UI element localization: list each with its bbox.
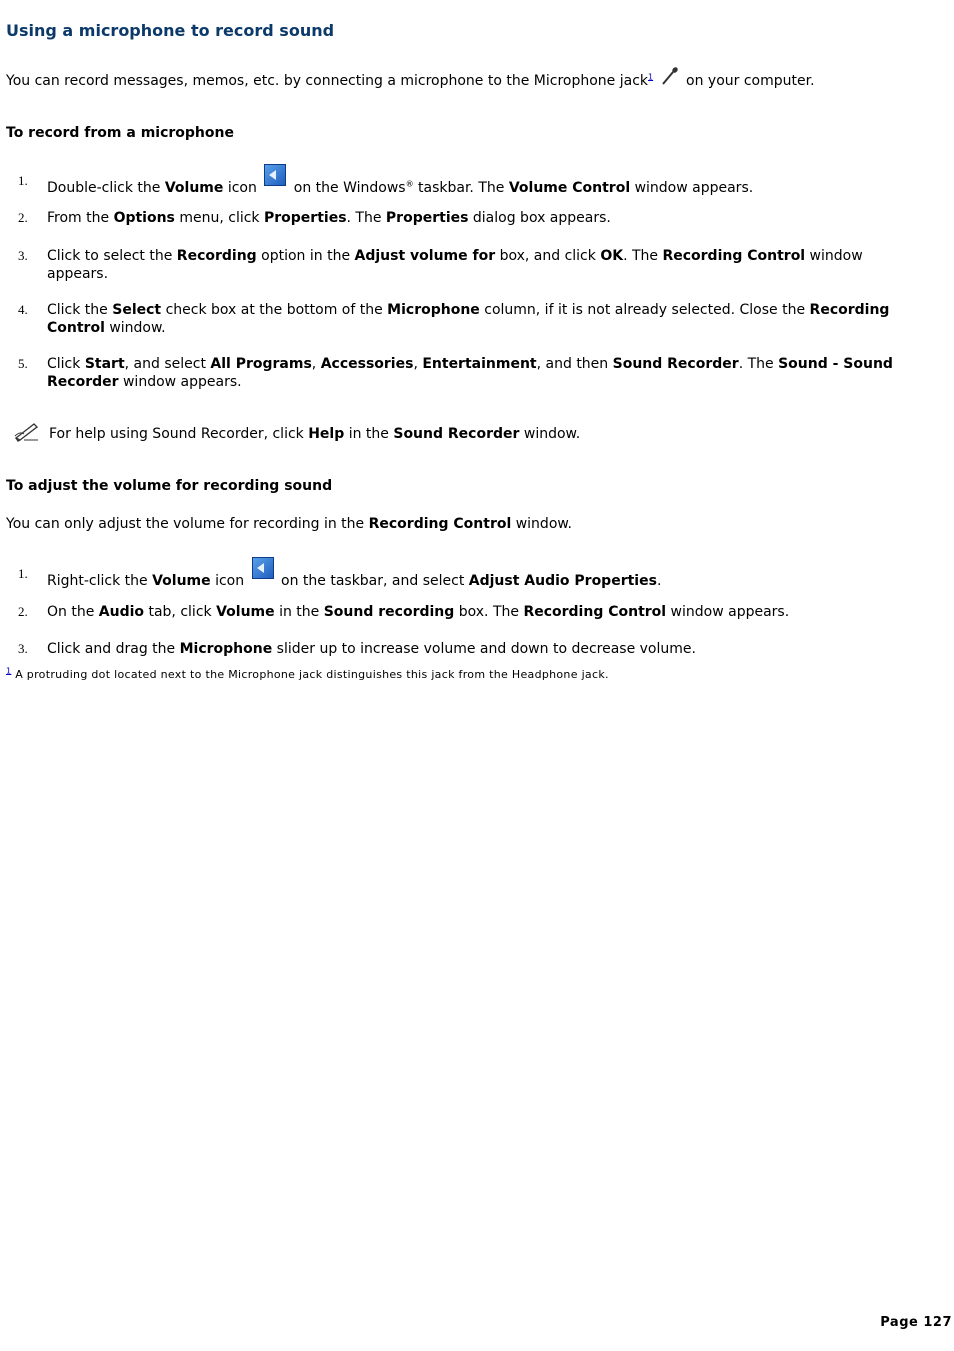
bold-term: Recording Control	[662, 248, 806, 264]
bold-term: OK	[600, 248, 624, 264]
text-run: For help using Sound Recorder, click	[49, 426, 309, 442]
text-run: on the taskbar, and select	[276, 573, 469, 589]
record-step-text	[47, 247, 927, 283]
adjust-step-text	[47, 565, 927, 590]
text-run: slider up to increase volume and down to decrease volume.	[272, 641, 696, 657]
text-run: . The	[346, 210, 386, 226]
text-run: . The	[623, 248, 663, 264]
bold-term: Recording Control	[523, 604, 667, 620]
note-text	[49, 425, 580, 443]
text-run: .	[656, 573, 662, 589]
volume-icon	[252, 557, 274, 579]
footnote	[6, 668, 609, 682]
registered-mark: ®	[405, 179, 414, 189]
section-heading-adjust: To adjust the volume for recording sound	[6, 478, 333, 494]
record-step-number: 5.	[18, 356, 28, 371]
text-run: tab, click	[144, 604, 217, 620]
record-step-text	[47, 355, 927, 391]
bold-term: Sound - Sound Recorder	[47, 356, 893, 390]
bold-term: Adjust Audio Properties	[468, 573, 657, 589]
intro-paragraph	[6, 72, 815, 92]
text-run: On the	[47, 604, 99, 620]
bold-term: Sound Recorder	[393, 426, 520, 442]
volume-icon	[264, 164, 286, 186]
text-run: window.	[511, 516, 572, 532]
text-run: Click the	[47, 302, 113, 318]
text-run: , and select	[124, 356, 211, 372]
text-run: window appears.	[666, 604, 790, 620]
bold-term: Help	[308, 426, 345, 442]
bold-term: Select	[112, 302, 162, 318]
bold-term: Recording	[176, 248, 257, 264]
footnote-anchor[interactable]: 1	[6, 666, 12, 676]
record-step-number: 2.	[18, 210, 28, 225]
page-title: Using a microphone to record sound	[6, 21, 335, 40]
bold-term: Sound Recorder	[612, 356, 739, 372]
bold-term: All Programs	[210, 356, 312, 372]
bold-term: Microphone	[179, 641, 273, 657]
record-step-number: 3.	[18, 248, 28, 263]
record-step-text	[47, 172, 927, 197]
text-run: window.	[519, 426, 581, 442]
bold-term: Accessories	[320, 356, 414, 372]
bold-term: Entertainment	[422, 356, 537, 372]
record-step-number: 4.	[18, 302, 28, 317]
text-run: box, and click	[495, 248, 601, 264]
text-run: in the	[274, 604, 324, 620]
adjust-step-text	[47, 603, 927, 621]
text-run: box. The	[454, 604, 524, 620]
text-run: in the	[344, 426, 394, 442]
record-step-text	[47, 209, 927, 227]
adjust-step-number: 2.	[18, 604, 28, 619]
bold-term: Options	[113, 210, 175, 226]
text-run: menu, click	[174, 210, 264, 226]
microphone-icon	[660, 66, 680, 86]
bold-term: Microphone	[387, 302, 480, 318]
bold-term: Volume	[216, 604, 275, 620]
text-run: icon	[210, 573, 249, 589]
adjust-step-number: 3.	[18, 641, 28, 656]
bold-term: Properties	[385, 210, 469, 226]
text-run: window appears.	[47, 248, 863, 282]
text-run: Click to select the	[47, 248, 177, 264]
bold-term: Audio	[98, 604, 145, 620]
text-run: Click	[47, 356, 85, 372]
text-run: option in the	[256, 248, 355, 264]
text-run: column, if it is not already selected. Close the	[479, 302, 810, 318]
adjust-step-text	[47, 640, 927, 658]
bold-term: Properties	[264, 210, 347, 226]
text-run: Click and drag the	[47, 641, 180, 657]
text-run: window appears.	[630, 180, 754, 196]
bold-term: Volume Control	[508, 180, 631, 196]
text-run: dialog box appears.	[468, 210, 611, 226]
text-run: . The	[738, 356, 779, 372]
section-heading-record: To record from a microphone	[6, 125, 234, 141]
text-run: Double-click the	[47, 180, 165, 196]
text-run: on the Windows	[289, 180, 406, 196]
bold-term: Start	[84, 356, 125, 372]
intro-text-end: on your computer.	[681, 73, 815, 89]
text-run: From the	[47, 210, 114, 226]
bold-term: Volume	[164, 180, 224, 196]
text-run: Right-click the	[47, 573, 153, 589]
text-run: check box at the bottom of the	[161, 302, 388, 318]
text-run: icon	[223, 180, 262, 196]
bold-term: Recording Control	[47, 302, 890, 336]
text-run: taskbar. The	[413, 180, 509, 196]
text-run: , and then	[536, 356, 613, 372]
footnote-text: A protruding dot located next to the Microphone jack distinguishes this jack from the Headphone jack.	[15, 668, 609, 681]
footnote-link[interactable]: 1	[648, 72, 654, 82]
page-number: Page 127	[880, 1315, 952, 1330]
note-pencil-icon	[14, 420, 40, 442]
record-step-text	[47, 301, 927, 337]
record-step-number: 1.	[18, 173, 28, 188]
bold-term: Adjust volume for	[354, 248, 496, 264]
section2-intro	[6, 515, 572, 533]
text-run: window.	[104, 320, 166, 336]
intro-text: You can record messages, memos, etc. by connecting a microphone to the Microphone jack	[6, 73, 649, 89]
text-run: window appears.	[118, 374, 242, 390]
bold-term: Volume	[152, 573, 211, 589]
text-run: ,	[413, 356, 423, 372]
text-run: ,	[311, 356, 321, 372]
bold-term: Sound recording	[323, 604, 455, 620]
bold-term: Recording Control	[368, 516, 512, 532]
adjust-step-number: 1.	[18, 566, 28, 581]
text-run: You can only adjust the volume for recording in the	[6, 516, 369, 532]
